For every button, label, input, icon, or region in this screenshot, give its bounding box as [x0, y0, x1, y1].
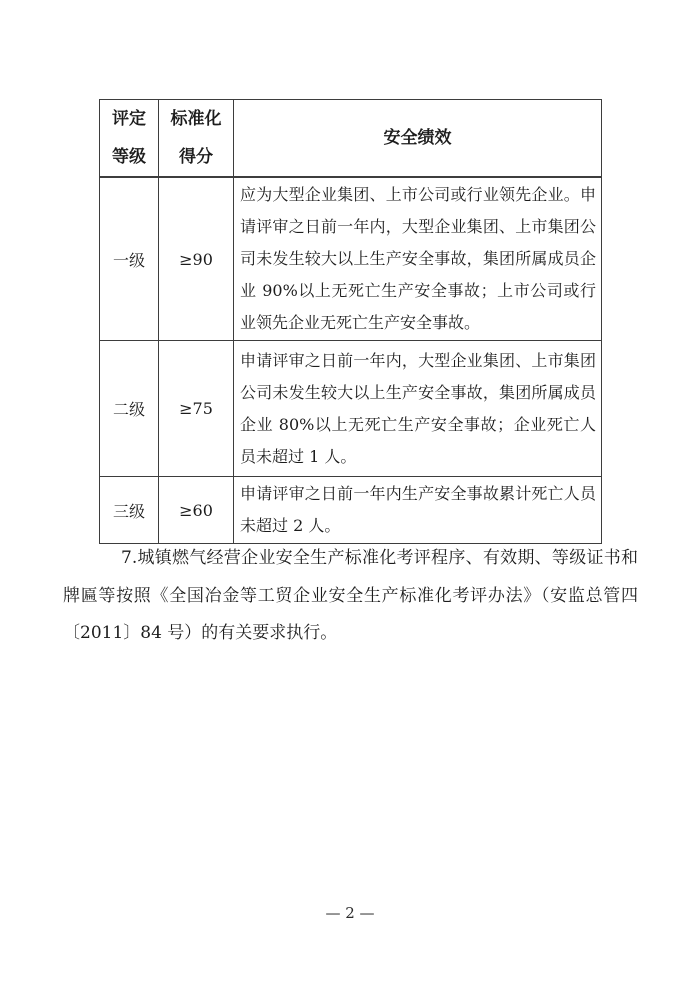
header-standard-score-line1: 标准化 [170, 109, 222, 129]
table-header-row [100, 100, 602, 178]
header-rating-grade-line1: 评定 [112, 109, 146, 129]
grade-cell: 二级 [100, 341, 159, 477]
grade-cell: 三级 [100, 477, 159, 544]
header-standard-score-line2: 得分 [179, 147, 213, 167]
grade-cell: 一级 [100, 177, 159, 341]
page-number: — 2 — [325, 904, 375, 922]
performance-cell: 申请评审之日前一年内，大型企业集团、上市集团公司未发生较大以上生产安全事故，集团所属成员企业 80%以上无死亡生产安全事故；企业死亡人员未超过 1 人。 [234, 341, 602, 477]
header-rating-grade-line2: 等级 [112, 147, 146, 167]
performance-cell: 应为大型企业集团、上市公司或行业领先企业。申请评审之日前一年内，大型企业集团、上市集团公司未发生较大以上生产安全事故，集团所属成员企业 90%以上无死亡生产安全事故；上市公司或行业领先企业无死亡生产安全事故。 [234, 177, 602, 341]
score-cell: ≥90 [159, 177, 234, 341]
header-rating-grade [100, 100, 159, 178]
performance-cell: 申请评审之日前一年内生产安全事故累计死亡人员未超过 2 人。 [234, 477, 602, 544]
score-cell: ≥60 [159, 477, 234, 544]
table-row-grade-3 [100, 477, 602, 544]
note-paragraph: 7.城镇燃气经营企业安全生产标准化考评程序、有效期、等级证书和牌匾等按照《全国冶金等工贸企业安全生产标准化考评办法》（安监总管四〔2011〕84 号）的有关要求执行。 [63, 548, 638, 643]
table-row-grade-2 [100, 341, 602, 477]
header-safety-performance [234, 100, 602, 178]
table-row-grade-1 [100, 177, 602, 341]
header-safety-performance-line1: 安全绩效 [383, 128, 452, 148]
score-cell: ≥75 [159, 341, 234, 477]
header-standard-score [159, 100, 234, 178]
rating-table [99, 99, 602, 544]
